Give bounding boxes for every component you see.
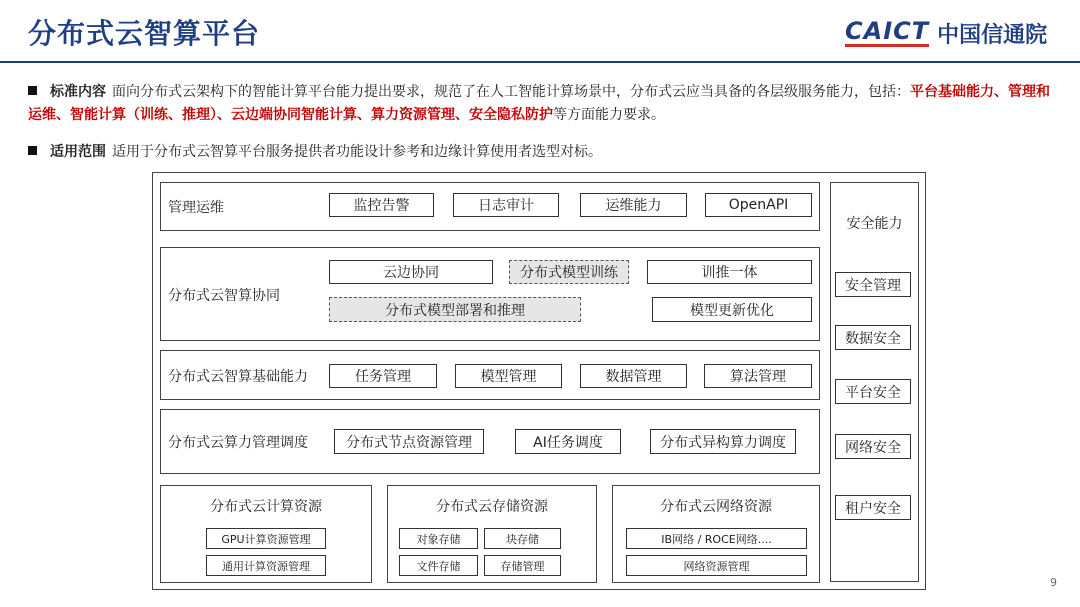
schedule-layer-label: 分布式云算力管理调度 <box>168 435 308 451</box>
network-resource-title: 分布式云网络资源 <box>660 499 772 515</box>
ops-item-monitor: 监控告警 <box>329 193 434 217</box>
storage-item-object: 对象存储 <box>399 528 478 549</box>
security-item-data: 数据安全 <box>835 325 911 350</box>
storage-resource-title: 分布式云存储资源 <box>436 499 548 515</box>
base-item-algorithm: 算法管理 <box>704 364 812 388</box>
bullet-text: 适用于分布式云智算平台服务提供者功能设计参考和边缘计算使用者选型对标。 <box>112 144 602 160</box>
security-item-tenant: 租户安全 <box>835 495 911 520</box>
bullet-square-icon <box>28 146 37 155</box>
security-title: 安全能力 <box>846 216 903 232</box>
ops-item-openapi: OpenAPI <box>705 193 812 217</box>
schedule-item-ai-task: AI任务调度 <box>515 429 621 454</box>
bullet-scope <box>28 141 1058 164</box>
page-title: 分布式云智算平台 <box>28 17 261 50</box>
base-layer-label: 分布式云智算基础能力 <box>168 369 308 385</box>
collab-model-update: 模型更新优化 <box>652 297 812 322</box>
schedule-item-node: 分布式节点资源管理 <box>334 429 484 454</box>
security-item-platform: 平台安全 <box>835 379 911 404</box>
compute-resource-title: 分布式云计算资源 <box>210 499 322 515</box>
collab-cloud-edge: 云边协同 <box>329 260 493 284</box>
security-item-network: 网络安全 <box>835 434 911 459</box>
storage-item-file: 文件存储 <box>399 555 478 576</box>
caict-logo <box>845 16 1047 50</box>
compute-item-general: 通用计算资源管理 <box>206 555 326 576</box>
bullet-keyword: 标准内容 <box>50 84 106 100</box>
bullet-standard <box>28 81 1058 127</box>
bullet-text-end: 等方面能力要求。 <box>553 107 665 123</box>
compute-item-gpu: GPU计算资源管理 <box>206 528 326 549</box>
base-item-data: 数据管理 <box>580 364 687 388</box>
bullet-highlight: 平台基础能力、管理和运维、智能计算（训练、推理）、云边端协同智能计算、算力资源管理、安全隐私防护 <box>28 84 1050 123</box>
logo-cn-text: 中国信通院 <box>937 22 1048 48</box>
bullet-keyword: 适用范围 <box>50 144 106 160</box>
header-divider <box>0 61 1080 63</box>
page-number: 9 <box>1050 576 1057 589</box>
security-item-manage: 安全管理 <box>835 272 911 297</box>
bullet-text: 面向分布式云架构下的智能计算平台能力提出要求，规范了在人工智能计算场景中，分布式云应当具备的各层级服务能力，包括： <box>112 84 910 100</box>
network-item-manage: 网络资源管理 <box>626 555 807 576</box>
storage-item-block: 块存储 <box>484 528 561 549</box>
ops-item-log: 日志审计 <box>453 193 559 217</box>
bullet-square-icon <box>28 86 37 95</box>
logo-en-text: CAICT <box>845 17 930 45</box>
storage-item-manage: 存储管理 <box>484 555 561 576</box>
base-item-model: 模型管理 <box>455 364 562 388</box>
ops-item-capability: 运维能力 <box>580 193 687 217</box>
collab-model-training: 分布式模型训练 <box>509 260 629 284</box>
ops-layer-label: 管理运维 <box>168 200 224 216</box>
network-item-ib: IB网络 / ROCE网络.... <box>626 528 807 549</box>
collab-train-infer: 训推一体 <box>647 260 812 284</box>
collab-layer-label: 分布式云智算协同 <box>168 288 280 304</box>
collab-model-deploy: 分布式模型部署和推理 <box>329 297 581 322</box>
base-item-task: 任务管理 <box>329 364 437 388</box>
schedule-item-hetero: 分布式异构算力调度 <box>650 429 796 454</box>
